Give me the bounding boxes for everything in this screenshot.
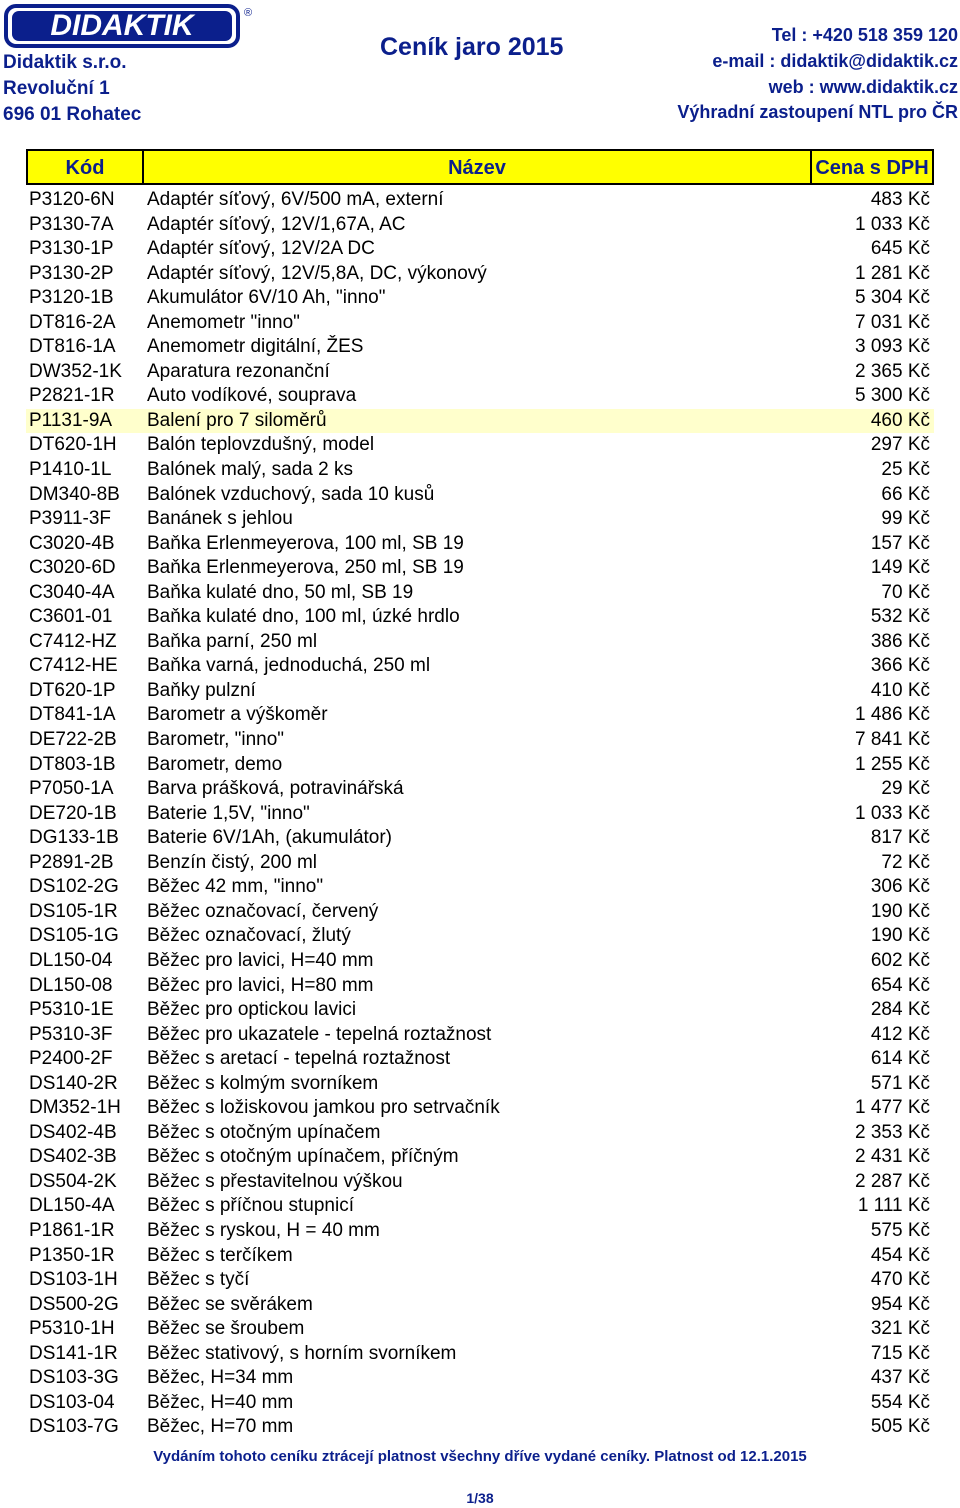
product-name: Aparatura rezonanční — [147, 360, 330, 382]
didaktik-logo — [4, 2, 256, 54]
product-name: Adaptér síťový, 12V/1,67A, AC — [147, 213, 406, 235]
table-row — [26, 1170, 934, 1195]
contact-email: e-mail : didaktik@didaktik.cz — [712, 51, 958, 71]
product-name: Běžec s kolmým svorníkem — [147, 1072, 379, 1094]
product-name: Barometr a výškoměr — [147, 704, 328, 726]
product-name: Běžec s přestavitelnou výškou — [147, 1170, 403, 1192]
table-row — [26, 605, 934, 630]
product-price: 366 Kč — [870, 655, 930, 677]
product-code: DT620-1P — [29, 679, 116, 701]
product-price: 297 Kč — [870, 434, 930, 456]
product-code: DM352-1H — [29, 1097, 121, 1119]
product-price: 2 353 Kč — [855, 1121, 930, 1143]
table-row — [26, 974, 934, 999]
product-price: 1 033 Kč — [855, 802, 930, 824]
product-price: 645 Kč — [870, 238, 930, 260]
product-code: C3020-4B — [29, 532, 115, 554]
product-name: Balón teplovzdušný, model — [147, 434, 375, 456]
contact-phone: Tel : +420 518 359 120 — [771, 25, 958, 45]
table-row — [26, 1415, 934, 1440]
product-code: DL150-08 — [29, 974, 113, 996]
product-name: Baňka parní, 250 ml — [147, 630, 318, 652]
product-price: 99 Kč — [881, 508, 930, 530]
table-row — [26, 1244, 934, 1269]
product-name: Balónek malý, sada 2 ks — [147, 459, 353, 481]
product-code: P2821-1R — [29, 385, 115, 407]
table-row — [26, 851, 934, 876]
product-code: DG133-1B — [29, 827, 119, 849]
table-row — [26, 924, 934, 949]
product-price: 284 Kč — [870, 999, 930, 1021]
product-code: DE720-1B — [29, 802, 117, 824]
column-header-name: Název — [144, 151, 812, 183]
table-row — [26, 728, 934, 753]
product-price: 2 287 Kč — [855, 1170, 930, 1192]
table-row — [26, 1317, 934, 1342]
product-code: P5310-3F — [29, 1023, 113, 1045]
product-price: 7 841 Kč — [855, 729, 930, 751]
table-row — [26, 188, 934, 213]
product-name: Běžec 42 mm, "inno" — [147, 876, 324, 898]
product-name: Běžec pro optickou lavici — [147, 999, 357, 1021]
product-code: DS402-4B — [29, 1121, 117, 1143]
contact-representation: Výhradní zastoupení NTL pro ČR — [677, 102, 958, 122]
product-name: Běžec, H=70 mm — [147, 1416, 294, 1438]
product-name: Auto vodíkové, souprava — [147, 385, 357, 407]
product-name: Anemometr digitální, ŽES — [147, 336, 364, 358]
table-row — [26, 409, 934, 434]
table-row — [26, 949, 934, 974]
table-row — [26, 213, 934, 238]
product-code: C7412-HZ — [29, 630, 117, 652]
product-code: P3120-6N — [29, 189, 115, 210]
product-code: DS140-2R — [29, 1072, 118, 1094]
product-code: P1861-1R — [29, 1219, 115, 1241]
product-code: P1131-9A — [29, 409, 113, 431]
registered-mark: ® — [244, 7, 253, 19]
product-code: DS103-7G — [29, 1416, 119, 1438]
company-city: 696 01 Rohatec — [3, 104, 142, 125]
product-name: Baňky pulzní — [147, 679, 256, 701]
product-price: 321 Kč — [870, 1318, 930, 1340]
product-code: DW352-1K — [29, 360, 122, 382]
product-code: P1410-1L — [29, 459, 112, 481]
table-row — [26, 335, 934, 360]
product-code: DM340-8B — [29, 483, 120, 505]
product-price: 554 Kč — [870, 1391, 930, 1413]
document-title: Ceník jaro 2015 — [380, 33, 564, 61]
table-row — [26, 1194, 934, 1219]
product-price: 72 Kč — [881, 851, 930, 873]
product-price: 1 477 Kč — [855, 1097, 930, 1119]
table-row — [26, 679, 934, 704]
product-code: C7412-HE — [29, 655, 118, 677]
product-name: Běžec s ryskou, H = 40 mm — [147, 1219, 380, 1241]
product-price: 7 031 Kč — [855, 311, 930, 333]
table-row — [26, 1145, 934, 1170]
table-row — [26, 1219, 934, 1244]
product-price: 460 Kč — [870, 409, 930, 431]
product-name: Baňka kulaté dno, 100 ml, úzké hrdlo — [147, 606, 460, 628]
product-name: Běžec pro lavici, H=80 mm — [147, 974, 374, 996]
product-price: 412 Kč — [870, 1023, 930, 1045]
product-code: C3601-01 — [29, 606, 113, 628]
table-row — [26, 581, 934, 606]
product-name: Běžec s ložiskovou jamkou pro setrvačník — [147, 1097, 500, 1119]
table-row — [26, 1096, 934, 1121]
product-price: 2 431 Kč — [855, 1146, 930, 1168]
product-price: 1 281 Kč — [855, 262, 930, 284]
product-code: C3020-6D — [29, 557, 116, 579]
product-code: DS402-3B — [29, 1146, 117, 1168]
product-price: 575 Kč — [870, 1219, 930, 1241]
table-row — [26, 1121, 934, 1146]
product-name: Barometr, demo — [147, 753, 283, 775]
product-name: Běžec, H=40 mm — [147, 1391, 294, 1413]
validity-note: Vydáním tohoto ceníku ztrácejí platnost všechny dříve vydané ceníky. Platnost od 12.1.2015 — [153, 1448, 807, 1465]
product-code: DL150-4A — [29, 1195, 115, 1217]
table-row — [26, 360, 934, 385]
product-name: Baterie 1,5V, "inno" — [147, 802, 310, 824]
product-price: 437 Kč — [870, 1367, 930, 1389]
table-row — [26, 1072, 934, 1097]
table-row — [26, 998, 934, 1023]
product-code: DT816-2A — [29, 311, 116, 333]
product-name: Baňka Erlenmeyerova, 250 ml, SB 19 — [147, 557, 464, 579]
product-name: Běžec označovací, žlutý — [147, 925, 351, 947]
product-name: Běžec s otočným upínačem — [147, 1121, 381, 1143]
product-code: DT803-1B — [29, 753, 116, 775]
product-name: Běžec se svěrákem — [147, 1293, 313, 1315]
product-name: Banánek s jehlou — [147, 508, 293, 530]
product-price: 571 Kč — [870, 1072, 930, 1094]
product-name: Běžec s aretací - tepelná roztažnost — [147, 1048, 451, 1070]
product-code: P3130-1P — [29, 238, 114, 260]
product-code: DT816-1A — [29, 336, 116, 358]
table-row — [26, 1342, 934, 1367]
product-code: P5310-1E — [29, 999, 114, 1021]
product-price: 1 111 Kč — [857, 1195, 930, 1217]
product-name: Adaptér síťový, 12V/5,8A, DC, výkonový — [147, 262, 487, 284]
product-code: P3130-2P — [29, 262, 114, 284]
product-code: DS102-2G — [29, 876, 119, 898]
product-name: Akumulátor 6V/10 Ah, "inno" — [147, 287, 386, 309]
product-price: 5 300 Kč — [855, 385, 930, 407]
table-row — [26, 458, 934, 483]
table-header — [26, 149, 934, 185]
product-price: 190 Kč — [870, 900, 930, 922]
product-name: Anemometr "inno" — [147, 311, 300, 333]
product-price: 614 Kč — [870, 1048, 930, 1070]
product-name: Běžec s terčíkem — [147, 1244, 293, 1266]
product-code: DS500-2G — [29, 1293, 119, 1315]
column-header-code: Kód — [28, 151, 144, 183]
product-price: 1 486 Kč — [855, 704, 930, 726]
product-code: P7050-1A — [29, 778, 114, 800]
product-code: DE722-2B — [29, 729, 117, 751]
table-row — [26, 433, 934, 458]
product-price: 157 Kč — [870, 532, 930, 554]
table-row — [26, 1047, 934, 1072]
table-row — [26, 753, 934, 778]
product-name: Běžec s otočným upínačem, příčným — [147, 1146, 459, 1168]
product-price: 2 365 Kč — [855, 360, 930, 382]
product-code: DS504-2K — [29, 1170, 117, 1192]
product-price: 149 Kč — [870, 557, 930, 579]
product-code: DS103-04 — [29, 1391, 115, 1413]
product-price: 532 Kč — [870, 606, 930, 628]
product-name: Balónek vzduchový, sada 10 kusů — [147, 483, 435, 505]
product-price: 25 Kč — [881, 459, 930, 481]
product-name: Běžec stativový, s horním svorníkem — [147, 1342, 457, 1364]
table-row — [26, 507, 934, 532]
table-row — [26, 802, 934, 827]
table-row — [26, 556, 934, 581]
product-price: 306 Kč — [870, 876, 930, 898]
product-name: Běžec s tyčí — [147, 1269, 250, 1291]
product-name: Běžec pro lavici, H=40 mm — [147, 949, 374, 971]
company-name: Didaktik s.r.o. — [3, 52, 127, 73]
table-row — [26, 384, 934, 409]
product-code: DS103-3G — [29, 1367, 119, 1389]
table-row — [26, 286, 934, 311]
product-name: Baňka kulaté dno, 50 ml, SB 19 — [147, 581, 414, 603]
product-price: 715 Kč — [870, 1342, 930, 1364]
product-price: 190 Kč — [870, 925, 930, 947]
table-row — [26, 826, 934, 851]
product-code: DT841-1A — [29, 704, 116, 726]
product-price: 70 Kč — [881, 581, 930, 603]
product-price: 3 093 Kč — [855, 336, 930, 358]
product-name: Běžec pro ukazatele - tepelná roztažnost — [147, 1023, 492, 1045]
product-price: 483 Kč — [870, 189, 930, 210]
table-row — [26, 875, 934, 900]
table-row — [26, 703, 934, 728]
table-row — [26, 1391, 934, 1416]
product-price: 29 Kč — [881, 778, 930, 800]
product-name: Běžec se šroubem — [147, 1318, 305, 1340]
product-code: P5310-1H — [29, 1318, 115, 1340]
price-table — [26, 188, 934, 1440]
product-code: DS141-1R — [29, 1342, 118, 1364]
table-row — [26, 311, 934, 336]
product-name: Běžec s příčnou stupnicí — [147, 1195, 354, 1217]
table-row — [26, 262, 934, 287]
product-name: Baňka varná, jednoduchá, 250 ml — [147, 655, 431, 677]
contact-web: web : www.didaktik.cz — [768, 77, 958, 97]
product-code: DL150-04 — [29, 949, 113, 971]
table-row — [26, 900, 934, 925]
table-row — [26, 1023, 934, 1048]
table-row — [26, 777, 934, 802]
product-price: 470 Kč — [870, 1269, 930, 1291]
table-row — [26, 1366, 934, 1391]
product-price: 66 Kč — [881, 483, 930, 505]
product-price: 5 304 Kč — [855, 287, 930, 309]
table-row — [26, 1268, 934, 1293]
product-code: P3130-7A — [29, 213, 114, 235]
product-name: Baterie 6V/1Ah, (akumulátor) — [147, 827, 393, 849]
table-row — [26, 532, 934, 557]
product-price: 454 Kč — [870, 1244, 930, 1266]
table-row — [26, 1293, 934, 1318]
product-price: 410 Kč — [870, 679, 930, 701]
product-price: 1 033 Kč — [855, 213, 930, 235]
product-code: DS103-1H — [29, 1269, 118, 1291]
product-code: C3040-4A — [29, 581, 115, 603]
product-name: Benzín čistý, 200 ml — [147, 851, 318, 873]
product-code: DT620-1H — [29, 434, 117, 456]
product-code: P1350-1R — [29, 1244, 115, 1266]
product-name: Adaptér síťový, 6V/500 mA, externí — [147, 189, 444, 210]
product-code: DS105-1G — [29, 925, 119, 947]
product-name: Barometr, "inno" — [147, 729, 285, 751]
column-header-price: Cena s DPH — [815, 157, 929, 179]
company-street: Revoluční 1 — [3, 78, 110, 99]
table-row — [26, 630, 934, 655]
table-row — [26, 654, 934, 679]
product-price: 954 Kč — [870, 1293, 930, 1315]
product-code: P3120-1B — [29, 287, 114, 309]
product-name: Běžec, H=34 mm — [147, 1367, 294, 1389]
product-name: Barva prášková, potravinářská — [147, 778, 404, 800]
product-code: P2891-2B — [29, 851, 114, 873]
product-price: 817 Kč — [870, 827, 930, 849]
product-name: Baňka Erlenmeyerova, 100 ml, SB 19 — [147, 532, 464, 554]
product-name: Běžec označovací, červený — [147, 900, 379, 922]
product-name: Adaptér síťový, 12V/2A DC — [147, 238, 375, 260]
product-price: 602 Kč — [870, 949, 930, 971]
page-number: 1/38 — [466, 1490, 494, 1506]
product-price: 654 Kč — [870, 974, 930, 996]
product-name: Balení pro 7 siloměrů — [147, 409, 327, 431]
product-price: 1 255 Kč — [855, 753, 930, 775]
product-price: 505 Kč — [870, 1416, 930, 1438]
product-code: DS105-1R — [29, 900, 118, 922]
product-code: P2400-2F — [29, 1048, 113, 1070]
table-row — [26, 483, 934, 508]
logo-text: DIDAKTIK — [50, 9, 194, 42]
product-code: P3911-3F — [29, 508, 112, 530]
table-row — [26, 237, 934, 262]
product-price: 386 Kč — [870, 630, 930, 652]
